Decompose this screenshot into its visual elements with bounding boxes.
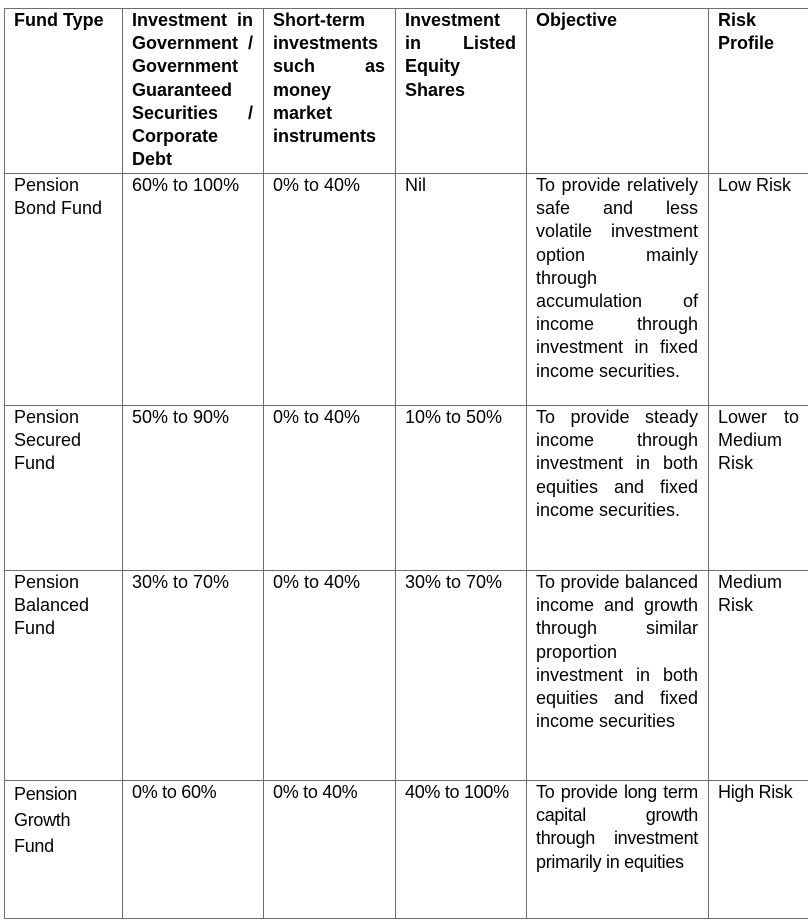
equity-cell: Nil — [396, 174, 527, 406]
short-term-cell: 0% to 40% — [264, 571, 396, 781]
objective-cell: To provide steady income through investment in both equities and fixed income securities. — [527, 406, 709, 571]
fund-type-cell: Pension Bond Fund — [5, 174, 123, 406]
table-row — [5, 571, 808, 781]
fund-type-cell: Pension Growth Fund — [5, 781, 123, 919]
table-row — [5, 174, 808, 406]
objective-cell: To provide relatively safe and less volatile investment option mainly through accumulation of income through investment in fixed income securities. — [527, 174, 709, 406]
objective-cell: To provide long term capital growth through investment primarily in equities — [527, 781, 709, 919]
govt-securities-cell: 50% to 90% — [123, 406, 264, 571]
fund-comparison-table — [4, 8, 808, 919]
header-objective: Objective — [527, 9, 709, 174]
risk-profile-cell: High Risk — [709, 781, 808, 919]
header-short-term: Short-term investments such as money market instruments — [264, 9, 396, 174]
table-header-row — [5, 9, 808, 174]
risk-profile-cell: Low Risk — [709, 174, 808, 406]
equity-cell: 40% to 100% — [396, 781, 527, 919]
header-equity: Investment in Listed Equity Shares — [396, 9, 527, 174]
risk-profile-cell: Lower to Medium Risk — [709, 406, 808, 571]
fund-type-cell: Pension Secured Fund — [5, 406, 123, 571]
govt-securities-cell: 0% to 60% — [123, 781, 264, 919]
table-row — [5, 781, 808, 919]
header-govt-securities: Investment in Government / Government Guaranteed Securities / Corporate Debt — [123, 9, 264, 174]
fund-type-cell: Pension Balanced Fund — [5, 571, 123, 781]
govt-securities-cell: 60% to 100% — [123, 174, 264, 406]
short-term-cell: 0% to 40% — [264, 406, 396, 571]
objective-cell: To provide balanced income and growth through similar proportion investment in both equities and fixed income securities — [527, 571, 709, 781]
header-risk-profile: Risk Profile — [709, 9, 808, 174]
table-row — [5, 406, 808, 571]
short-term-cell: 0% to 40% — [264, 174, 396, 406]
short-term-cell: 0% to 40% — [264, 781, 396, 919]
equity-cell: 10% to 50% — [396, 406, 527, 571]
risk-profile-cell: Medium Risk — [709, 571, 808, 781]
header-fund-type: Fund Type — [5, 9, 123, 174]
govt-securities-cell: 30% to 70% — [123, 571, 264, 781]
equity-cell: 30% to 70% — [396, 571, 527, 781]
